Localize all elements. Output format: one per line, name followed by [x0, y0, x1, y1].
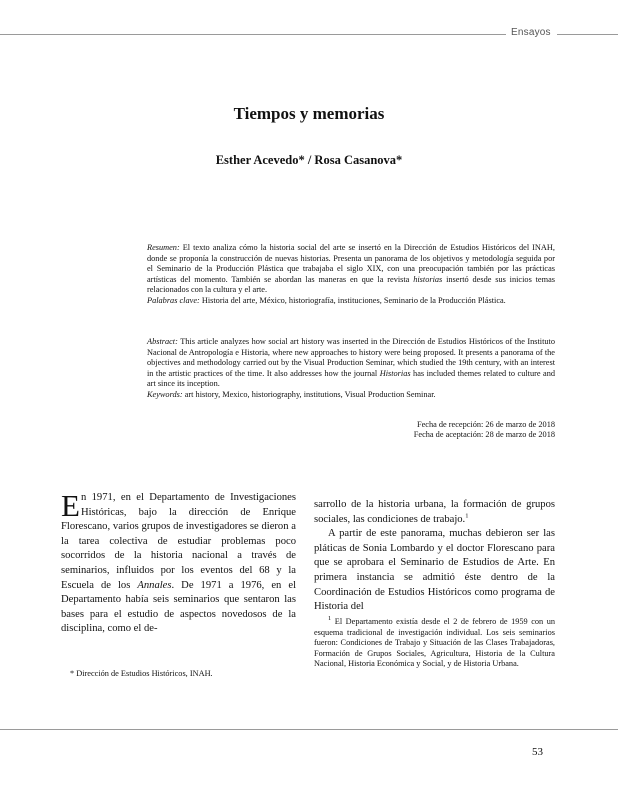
footnote-ref[interactable]: 1 — [465, 512, 469, 520]
resumen-label: Resumen: — [147, 243, 180, 252]
header-rule-right — [557, 34, 618, 35]
resumen-block — [147, 243, 555, 307]
keywords-label: Keywords: — [147, 389, 183, 399]
footnote-1-mark: 1 — [328, 615, 332, 623]
footnote-1-text: El Departamento existía desde el 2 de febrero de 1959 con un esquema tradicional de investigación individual. Los seis seminarios fueron: Condiciones de Trabajo y Situación de las Clases Trabajadoras, Formación de Grupos Sociales, Agricultura, Historia de la Cultura Nacional, Historia Económica y Social, y de Historia Urbana. — [314, 617, 555, 669]
resumen-journal: historias — [413, 274, 443, 284]
abstract-label: Abstract: — [147, 337, 178, 346]
keywords: art history, Mexico, historiography, institutions, Visual Production Seminar. — [182, 389, 436, 399]
author-affiliation: * Dirección de Estudios Históricos, INAH. — [70, 669, 213, 678]
body-column-right — [314, 498, 555, 615]
date-received: Fecha de recepción: 26 de marzo de 2018 — [417, 420, 555, 429]
resumen-text-1: El texto analiza cómo la historia social del arte se insertó en la Dirección de Estudios Históricos del INAH, donde se proponía la construcción de nuevas historias. Presenta un panorama de los objetivos y metodología seguida por el Seminario de la Producción Plástica que trabajaba el siglo XIX, con una preocupación también por las prácticas artísticas del momento. También se abordan las maneras en que la revista — [147, 243, 555, 284]
body-right-text-2: A partir de este panorama, muchas debieron ser las pláticas de Sonia Lombardo y el doctor Florescano para que se aprobara el Seminario de Estudios de Arte. En primera instancia se admitió éste dentro de la Coordinación de Estudios Históricos como programa de Historia del — [314, 528, 555, 613]
palabras-clave: Historia del arte, México, historiografía, instituciones, Seminario de la Producción Plástica. — [199, 295, 506, 305]
body-left-italic: Annales — [137, 579, 172, 591]
body-left-text-2: . De 1971 a 1976, en el Departamento había seis seminarios que sentaron las bases para el estudio de aspectos novedosos de la disciplina, como el de- — [61, 579, 297, 635]
body-left-text-1: n 1971, en el Departamento de Investigaciones Históricas, bajo la dirección de Enrique Florescano, varios grupos de investigadores se dieron a la tarea colectiva de estudiar problemas poco socorridos de la historia nacional a través de seminarios, influidos por los eventos del 68 y la Escuela de los — [61, 492, 296, 591]
footnote-1 — [314, 617, 555, 670]
article-authors: Esther Acevedo* / Rosa Casanova* — [215, 153, 403, 167]
header-rule-left — [0, 34, 506, 35]
abstract-block — [147, 337, 555, 401]
resumen-text-2: insertó desde sus inicios temas relacionados con la cultura y el arte. — [147, 274, 555, 295]
date-accepted: Fecha de aceptación: 28 de marzo de 2018 — [413, 430, 555, 439]
palabras-clave-label: Palabras clave: — [147, 295, 200, 305]
footer-rule — [0, 729, 618, 730]
body-column-left — [61, 488, 297, 637]
page-number: 53 — [532, 746, 543, 758]
abstract-journal: Historias — [379, 368, 411, 378]
abstract-text-1: This article analyzes how social art history was inserted in the Dirección de Estudios Históricos of the Instituto Nacional de Antropología e Historia, where new approaches to history were being proposed. It presents a panorama of the objectives and methodology carried out by the Visual Production Seminar, which studied the 19th century, with an interest in the artistic practices of the time. It also addresses how the journal — [147, 337, 555, 378]
drop-cap: E — [61, 488, 80, 523]
section-label: Ensayos — [511, 27, 551, 38]
body-right-text-1: sarrollo de la historia urbana, la formación de grupos sociales, las condiciones de trabajo. — [314, 499, 555, 525]
article-title: Tiempos y memorias — [233, 104, 385, 123]
abstract-text-2: has included themes related to culture and art since its inception. — [147, 368, 556, 389]
